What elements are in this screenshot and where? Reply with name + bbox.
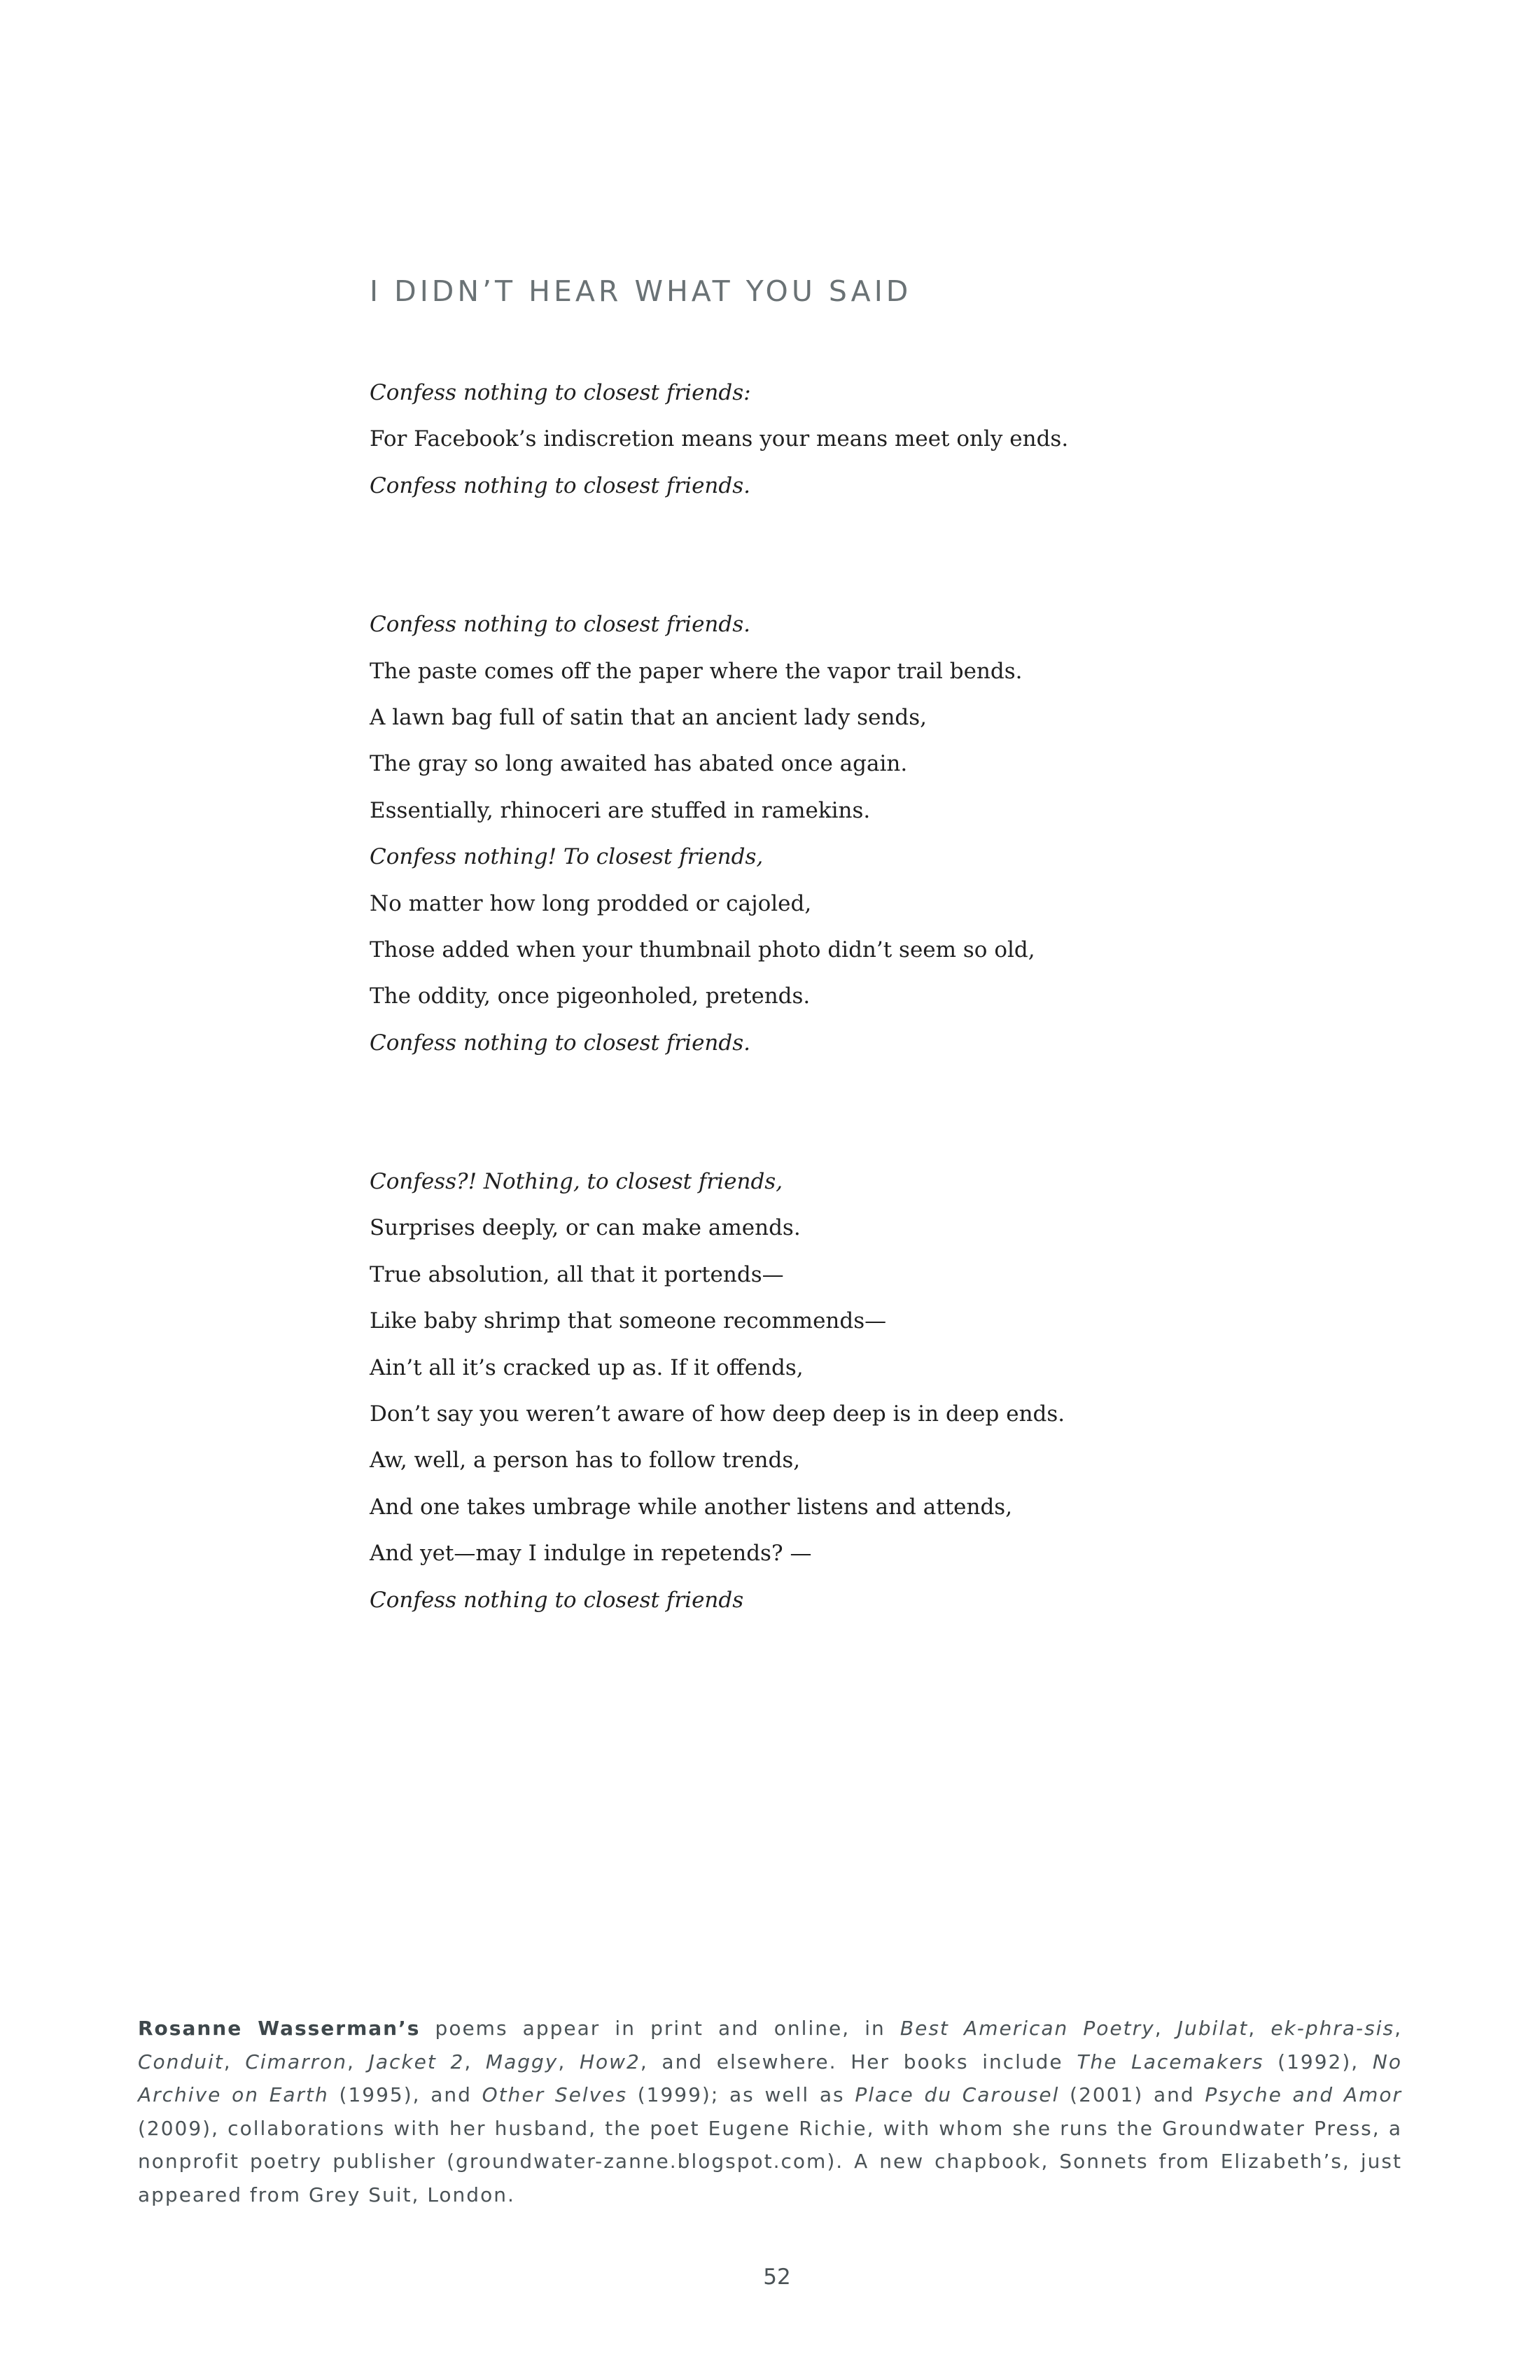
poem-line: Aw, well, a person has to follow trends, [370, 1448, 801, 1474]
poem-line: No matter how long prodded or cajoled, [370, 890, 812, 916]
poem-line: And yet—may I indulge in repetends? — [370, 1541, 812, 1567]
publication-title: Best American Poetry [899, 2017, 1155, 2040]
poem-line: Don’t say you weren’t aware of how deep deep is in deep ends. [370, 1401, 1065, 1427]
bio-text: , [346, 2050, 369, 2073]
bio-text: , [464, 2050, 486, 2073]
bio-text: , [1248, 2017, 1271, 2040]
poem-body [370, 370, 1420, 1623]
bio-text: (1995), and [328, 2083, 482, 2106]
publication-title: Maggy [485, 2050, 559, 2073]
poem-line: And one takes umbrage while another listens and attends, [370, 1494, 1013, 1520]
bio-text: (1999); as well as [627, 2083, 855, 2106]
bio-text: (2009), collaborations with her husband, the poet Eugene Richie, with whom she runs the Groundwater Press, a nonprofit poetry publisher (groundwater-zanne.blogspot.com). A new chapbook, Sonnets from Elizabeth’s, just appeared from Grey Suit, London. [138, 2116, 1402, 2206]
bio-text: (2001) and [1059, 2083, 1205, 2106]
poem-line: The gray so long awaited has abated once again. [370, 751, 908, 777]
poem-title: I DIDN’T HEAR WHAT YOU SAID [370, 274, 912, 308]
refrain-line: Confess nothing to closest friends. [370, 1030, 750, 1056]
bio-text: , [558, 2050, 580, 2073]
stanza-1 [370, 370, 1420, 509]
bio-text: (1992), [1264, 2050, 1373, 2073]
poem-line: Those added when your thumbnail photo didn’t seem so old, [370, 937, 1035, 962]
publication-title: ek-phra-sis [1270, 2017, 1395, 2040]
page-number: 52 [763, 2264, 791, 2290]
bio-text: , and elsewhere. Her books include [640, 2050, 1077, 2073]
refrain-line: Confess?! Nothing, to closest friends, [370, 1169, 783, 1195]
bio-text: , [223, 2050, 246, 2073]
publication-title: Cimarron [245, 2050, 347, 2073]
publication-title: Jubilat [1177, 2017, 1249, 2040]
stanza-break [370, 509, 1420, 601]
publication-title: Jacket 2 [368, 2050, 465, 2073]
refrain-line: Confess nothing to closest friends: [370, 380, 751, 405]
poem-line: Like baby shrimp that someone recommends— [370, 1308, 887, 1334]
author-bio [138, 2012, 1402, 2211]
publication-title: Psyche and Amor [1205, 2083, 1402, 2106]
bio-text: , [1394, 2017, 1403, 2040]
refrain-line: Confess nothing to closest friends. [370, 472, 750, 498]
author-name: Rosanne Wasserman’s [138, 2017, 421, 2040]
poem-line: For Facebook’s indiscretion means your means meet only ends. [370, 426, 1069, 452]
bio-text: poems appear in print and online, in [420, 2017, 900, 2040]
publication-title: How2 [579, 2050, 640, 2073]
bio-text: , [1154, 2017, 1177, 2040]
stanza-break [370, 1066, 1420, 1158]
refrain-line: Confess nothing! To closest friends, [370, 844, 764, 870]
poem-line: True absolution, all that it portends— [370, 1261, 784, 1287]
publication-title: Place du Carousel [855, 2083, 1060, 2106]
poem-line: Surprises deeply, or can make amends. [370, 1215, 801, 1241]
poem-line: A lawn bag full of satin that an ancient lady sends, [370, 704, 927, 730]
publication-title: No Archive on Earth [138, 2050, 1402, 2106]
poem-line: Ain’t all it’s cracked up as. If it offends, [370, 1354, 804, 1380]
poem-line: The paste comes off the paper where the vapor trail bends. [370, 658, 1023, 684]
refrain-line: Confess nothing to closest friends [370, 1587, 744, 1613]
refrain-line: Confess nothing to closest friends. [370, 612, 750, 638]
poem-line: Essentially, rhinoceri are stuffed in ramekins. [370, 797, 871, 823]
publication-title: Conduit [138, 2050, 224, 2073]
publication-title: The Lacemakers [1077, 2050, 1264, 2073]
publication-title: Other Selves [482, 2083, 628, 2106]
stanza-3 [370, 1158, 1420, 1623]
poem-line: The oddity, once pigeonholed, pretends. [370, 983, 811, 1009]
stanza-2 [370, 601, 1420, 1066]
